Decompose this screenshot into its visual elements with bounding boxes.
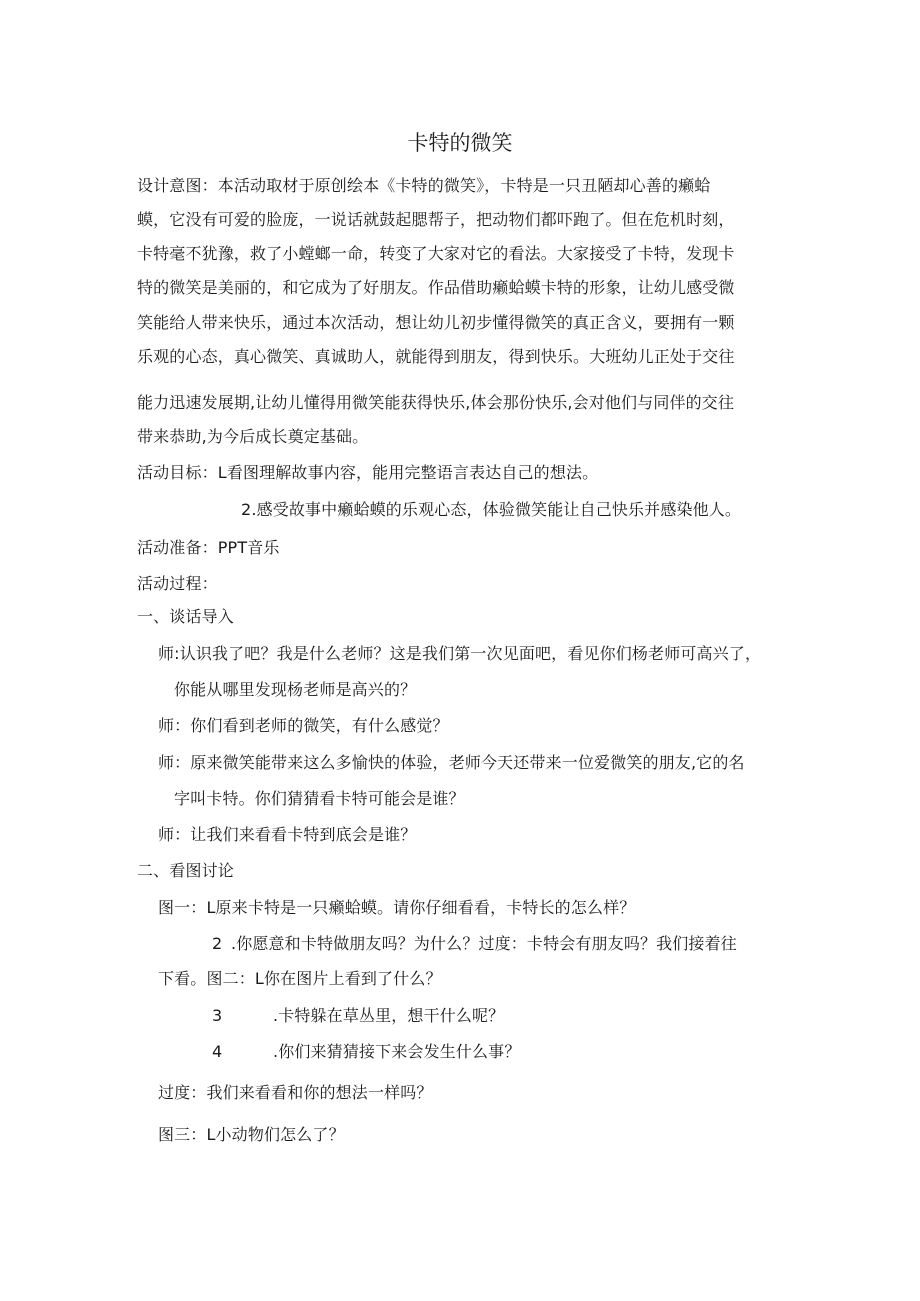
page-title: 卡特的微笑: [407, 131, 513, 155]
design-intent-line-7: 能力迅速发展期,让幼儿懂得用微笑能获得快乐,体会那份快乐,会对他们与同伴的交往: [137, 393, 735, 412]
section-heading-2: 二、看图讨论: [137, 861, 234, 880]
section-heading-1: 一、谈话导入: [137, 607, 234, 626]
teacher-line-2: 师：你们看到老师的微笑，有什么感觉？: [158, 716, 449, 735]
design-intent-line-1: 设计意图：本活动取材于原创绘本《卡特的微笑》，卡特是一只丑陋却心善的癞蛤: [137, 176, 711, 195]
picture-2-question-4-number: 4: [212, 1042, 223, 1061]
picture-1-question-1: 图一：L原来卡特是一只癞蛤蟆。请你仔细看看，卡特长的怎么样？: [158, 898, 636, 917]
activity-goal-2: 2.感受故事中癞蛤蟆的乐观心态，体验微笑能让自己快乐并感染他人。: [241, 500, 742, 519]
teacher-line-3a: 师：原来微笑能带来这么多愉快的体验，老师今天还带来一位爱微笑的朋友,它的名: [158, 753, 745, 772]
teacher-line-4: 师：让我们来看看卡特到底会是谁？: [158, 825, 417, 844]
teacher-line-1a: 师:认识我了吧？我是什么老师？这是我们第一次见面吧，看见你们杨老师可高兴了，: [158, 644, 762, 663]
picture-1-question-2-text: .你愿意和卡特做朋友吗？为什么？过度：卡特会有朋友吗？我们接着往: [231, 934, 737, 953]
picture-3-question-1: 图三：L小动物们怎么了？: [158, 1125, 345, 1144]
design-intent-line-3: 卡特毫不犹豫，救了小螳螂一命，转变了大家对它的看法。大家接受了卡特，发现卡: [137, 244, 735, 263]
activity-goal-1: 活动目标：L看图理解故事内容，能用完整语言表达自己的想法。: [137, 463, 599, 482]
activity-preparation: 活动准备：PPT音乐: [137, 538, 280, 557]
transition-line: 过度：我们来看看和你的想法一样吗？: [158, 1083, 433, 1102]
picture-2-question-4-text: .你们来猜猜接下来会发生什么事？: [273, 1042, 521, 1061]
design-intent-line-6: 乐观的心态，真心微笑、真诚助人，就能得到朋友，得到快乐。大班幼儿正处于交往: [137, 347, 735, 366]
picture-2-question-3-text: .卡特躲在草丛里，想干什么呢？: [273, 1006, 505, 1025]
picture-2-intro-line: 下看。图二：L你在图片上看到了什么？: [158, 969, 442, 988]
activity-process-heading: 活动过程：: [137, 574, 218, 593]
design-intent-line-5: 笑能给人带来快乐，通过本次活动，想让幼儿初步懂得微笑的真正含义，要拥有一颗: [137, 313, 735, 332]
design-intent-line-8: 带来恭助,为今后成长奠定基础。: [137, 427, 369, 446]
design-intent-line-2: 蟆，它没有可爱的脸庞，一说话就鼓起腮帮子，把动物们都吓跑了。但在危机时刻，: [137, 210, 735, 229]
teacher-line-1b: 你能从哪里发现杨老师是高兴的？: [174, 680, 417, 699]
picture-1-question-2-number: 2: [212, 934, 223, 953]
design-intent-line-4: 特的微笑是美丽的，和它成为了好朋友。作品借助癞蛤蟆卡特的形象，让幼儿感受微: [137, 278, 735, 297]
teacher-line-3b: 字叫卡特。你们猜猜看卡特可能会是谁？: [174, 789, 465, 808]
picture-2-question-3-number: 3: [212, 1006, 223, 1025]
